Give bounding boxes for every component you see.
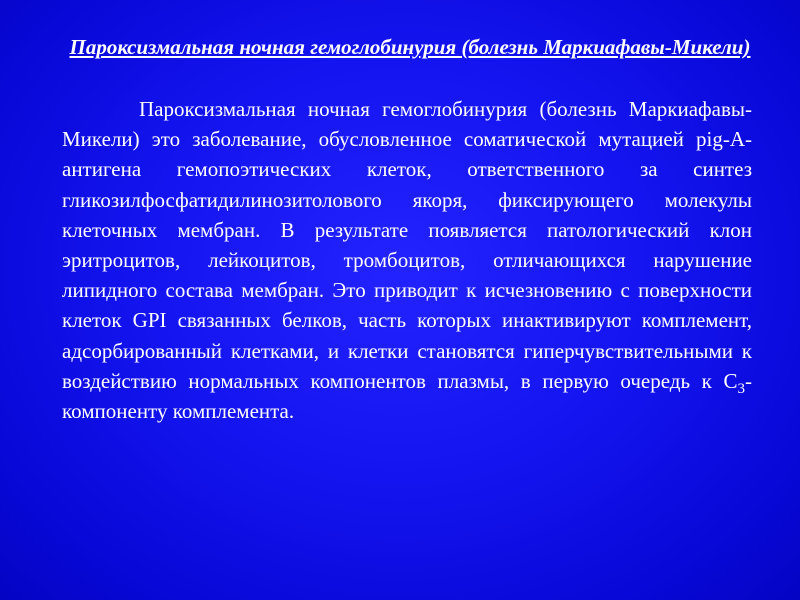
slide-title: Пароксизмальная ночная гемоглобинурия (болезнь Маркиафавы-Микели)	[69, 35, 751, 59]
body-text-end: -компоненту комплемента.	[62, 368, 752, 424]
body-text-main: Пароксизмальная ночная гемоглобинурия (болезнь Маркиафавы-Микели) это заболевание, обусловленное соматической мутацией pig-A-антигена гемопоэтических клеток, ответственного за синтез гликозилфосфатидилинозитолового якоря, фиксирующего молекулы клеточных мембран. В результате появляется патологический клон эритроцитов, лейкоцитов, тромбоцитов, отличающихся нарушение липидного состава мембран. Это приводит к исчезновению с поверхности клеток GPI связанных белков, часть которых инактивируют комплемент, адсорбированный клетками, и клетки становятся гиперчувствительными к воздействию нормальных компонентов плазмы, в первую очередь к С	[62, 97, 752, 393]
slide-body-paragraph	[62, 94, 752, 426]
body-subscript: 3	[737, 380, 745, 397]
